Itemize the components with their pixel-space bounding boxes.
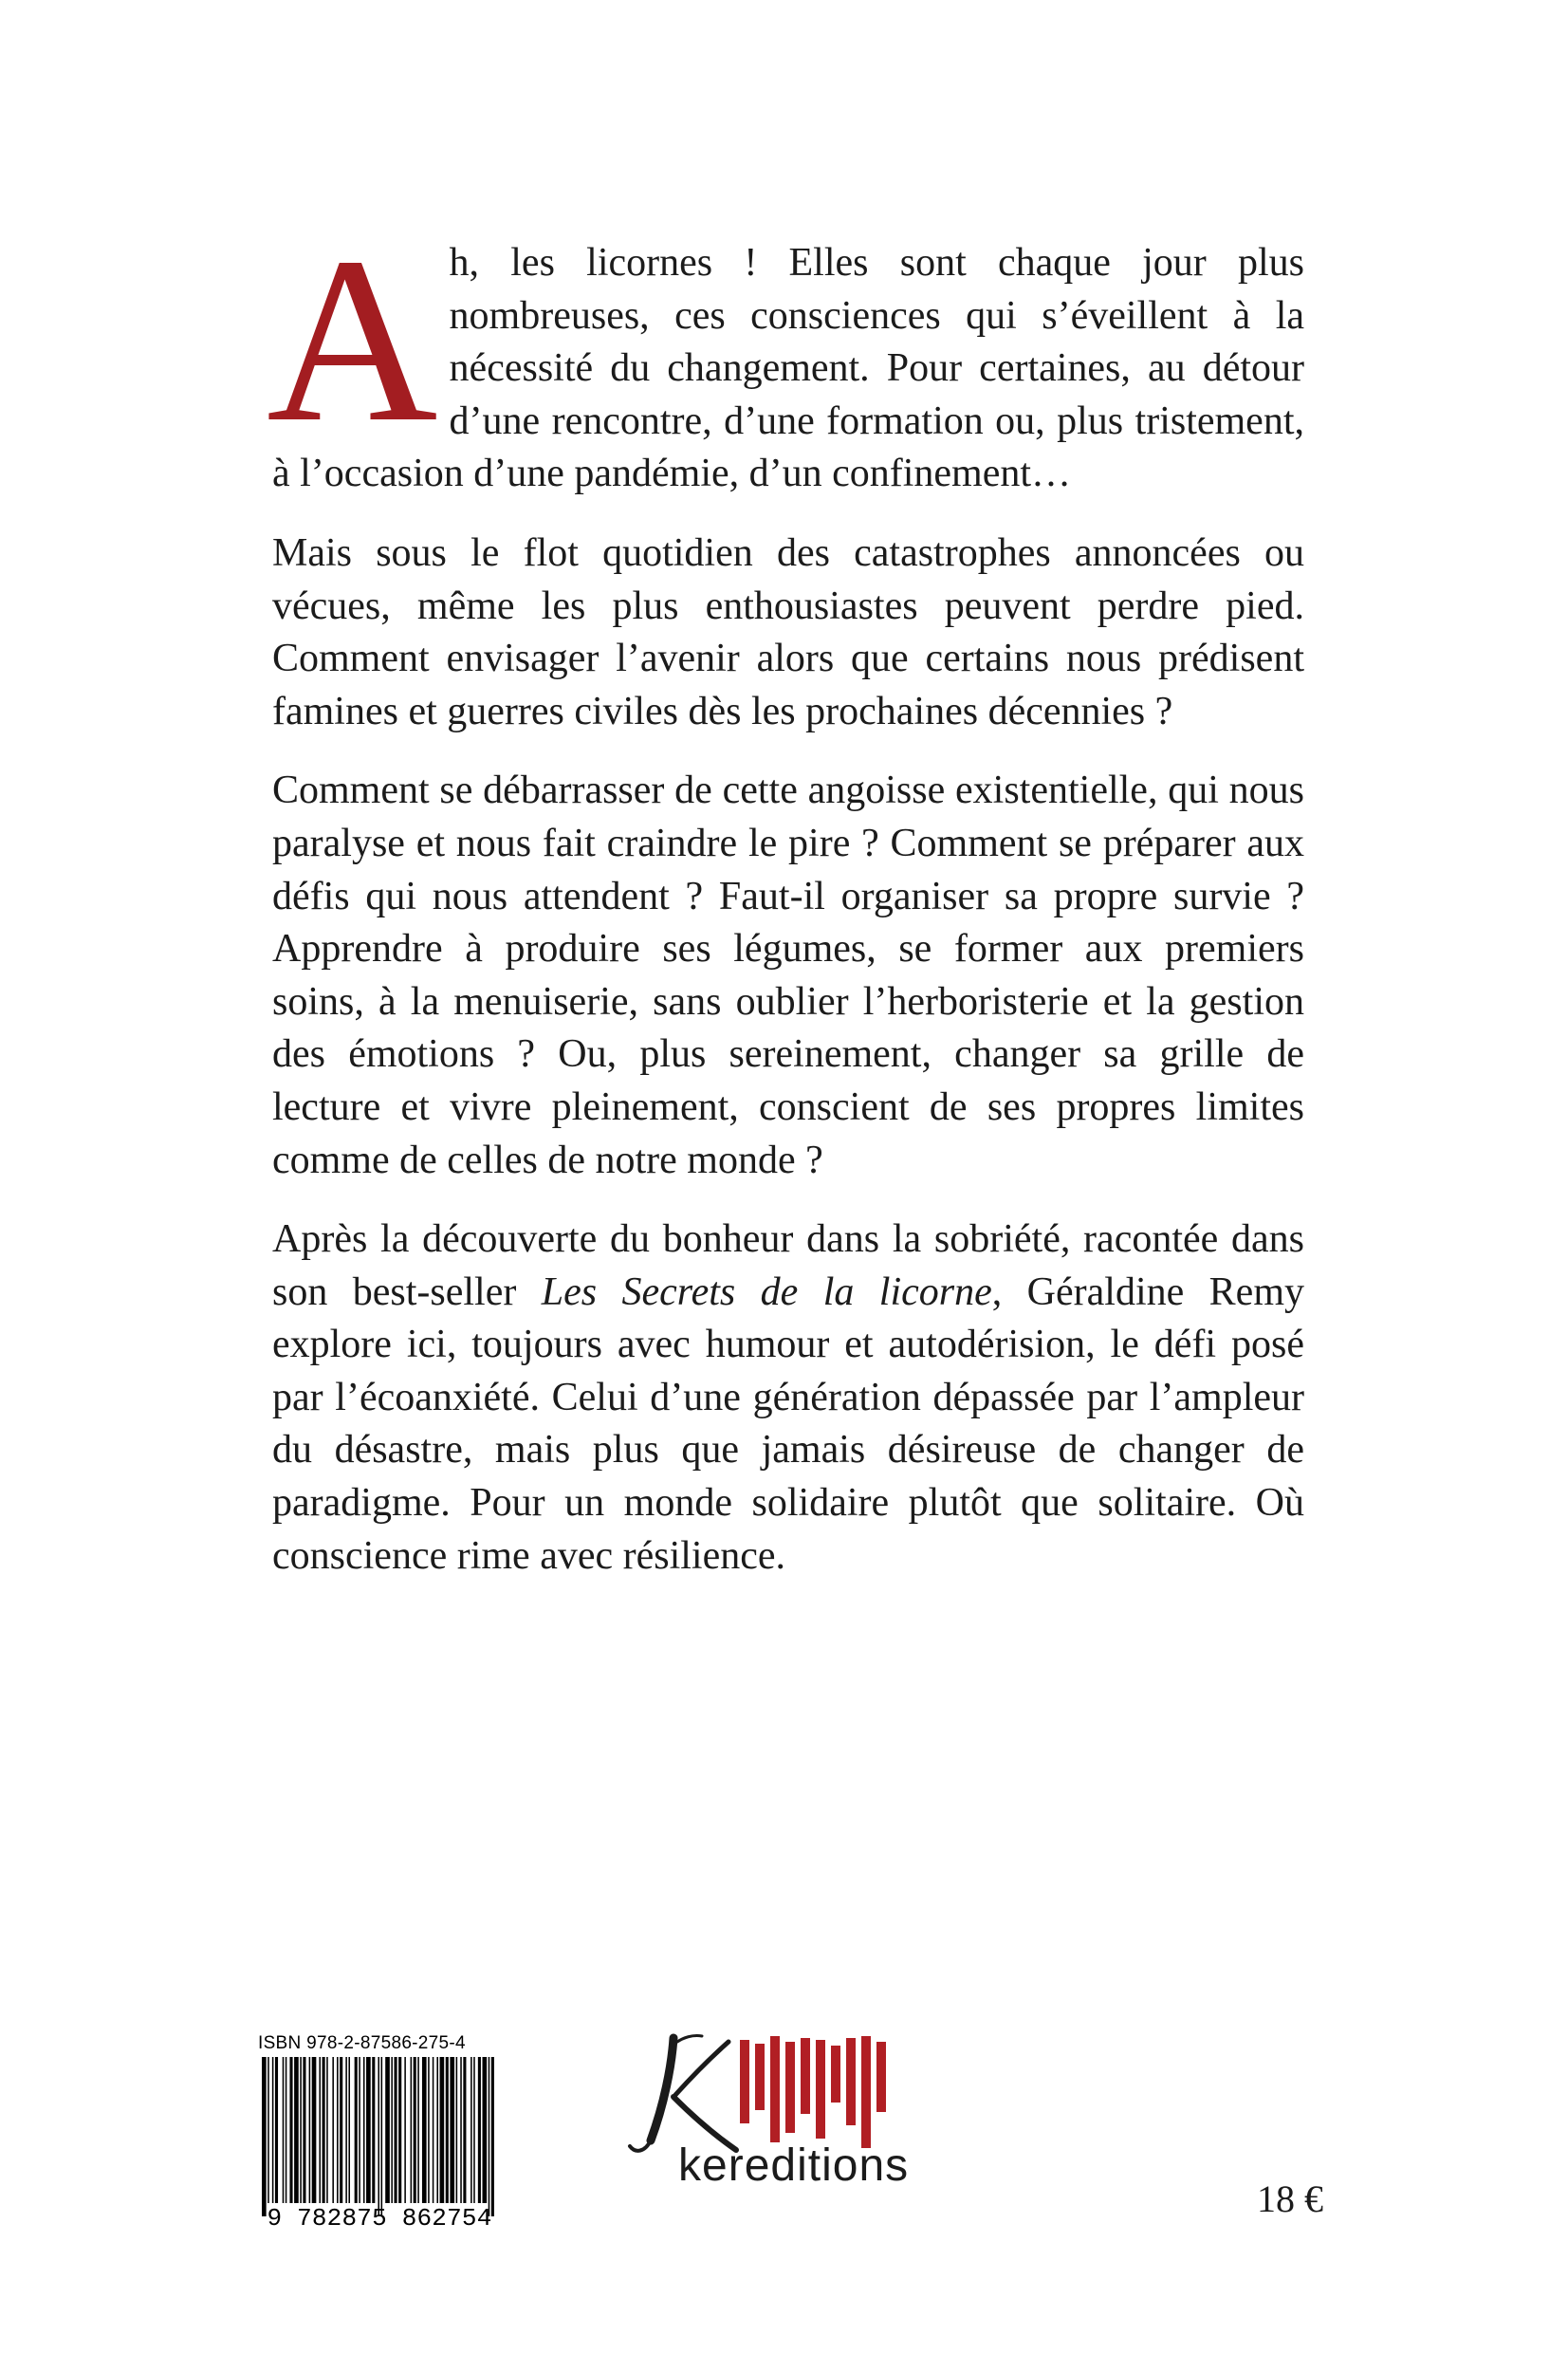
barcode-bar	[450, 2057, 454, 2203]
logo-bar	[785, 2042, 795, 2133]
barcode-bar	[326, 2057, 328, 2203]
barcode-bar	[355, 2057, 358, 2203]
barcode-bar	[463, 2057, 466, 2203]
barcode-bar	[337, 2057, 339, 2203]
blurb-paragraph-4	[272, 1214, 1304, 1583]
logo-bar	[770, 2036, 780, 2142]
barcode-bar	[428, 2057, 430, 2203]
barcode-bar	[289, 2057, 292, 2203]
price-label: 18 €	[1257, 2177, 1323, 2220]
barcode-bar	[272, 2057, 274, 2203]
barcode-bar	[286, 2057, 287, 2203]
barcode-bar	[319, 2057, 321, 2203]
barcode-bar	[300, 2057, 302, 2203]
barcode-bar	[470, 2057, 472, 2203]
barcode-bar	[391, 2057, 393, 2203]
barcode-bar	[417, 2057, 419, 2203]
logo-bar	[816, 2040, 825, 2139]
barcode-bar	[422, 2057, 427, 2203]
logo-bar	[801, 2038, 810, 2114]
blurb-paragraph-4-start: Après la découverte du bonheur dans la sobriété, racontée dans son best-seller	[272, 1217, 1304, 1314]
barcode-digits: 9 782875 862754	[267, 2204, 492, 2233]
logo-bar	[831, 2046, 840, 2103]
blurb-paragraph-3: Comment se débarrasser de cette angoisse existentielle, qui nous paralyse et nous fait craindre le pire ? Comment se préparer aux défis qui nous attendent ? Faut-il organiser sa propre survie ? Apprendre à produire ses légumes, se former aux premiers soins, à la menuiserie, sans oublier l’herboristerie et la gestion des émotions ? Ou, plus sereinement, changer sa grille de lecture et vivre pleinement, conscient de ses propres limites comme de celles de notre monde ?	[272, 769, 1304, 1182]
publisher-name-prefix: ker	[678, 2140, 745, 2191]
barcode-bar	[483, 2057, 488, 2203]
blurb-paragraph-1	[267, 209, 1304, 501]
logo-bar	[861, 2036, 871, 2148]
barcode-bar	[262, 2057, 267, 2216]
barcode-bar	[332, 2057, 334, 2203]
barcode-bar	[366, 2057, 371, 2203]
barcode-bar	[340, 2057, 342, 2203]
logo-bar	[740, 2040, 749, 2123]
barcode-bar	[433, 2057, 434, 2203]
barcode-bar	[395, 2057, 397, 2203]
logo-red-bars	[740, 2036, 886, 2148]
barcode-bar	[348, 2057, 350, 2203]
book-title-reference: Les Secrets de la licorne	[541, 1269, 992, 1314]
barcode-bar	[398, 2057, 401, 2203]
barcode-bar	[309, 2057, 311, 2203]
blurb-paragraph-4-end: , Géraldine Remy explore ici, toujours avec humour et autodérision, le défi posé par l’écoanxiété. Celui d’une génération dépassée par l’ampleur du désastre, mais plus que jamais désireuse de changer de paradigme. Pour un monde solidaire plutôt que solitaire. Où conscience rime avec résilience.	[272, 1269, 1304, 1578]
back-cover-blurb	[267, 209, 1304, 1609]
barcode-bar	[363, 2057, 365, 2203]
logo-bar	[755, 2044, 765, 2110]
barcode-bar	[473, 2057, 475, 2203]
barcode-bar	[491, 2057, 494, 2216]
blurb-paragraph-2: Mais sous le flot quotidien des catastrophes annoncées ou vécues, même les plus enthousiastes peuvent perdre pied. Comment envisager l’avenir alors que certains nous prédisent famines et guerres civiles dès les prochaines décennies ?	[272, 530, 1304, 733]
barcode-bar	[385, 2057, 390, 2203]
drop-cap-letter: A	[267, 209, 438, 472]
logo-bar	[876, 2042, 886, 2112]
barcode-bar	[460, 2057, 462, 2203]
barcode-bar	[414, 2057, 416, 2203]
barcode-bar	[404, 2057, 406, 2203]
barcode-bar	[303, 2057, 305, 2203]
barcode-bar	[440, 2057, 445, 2203]
logo-bar	[846, 2038, 856, 2125]
barcode-bar	[489, 2057, 490, 2216]
barcode-bar	[381, 2057, 383, 2216]
publisher-name	[678, 2140, 909, 2192]
barcode-bar	[456, 2057, 458, 2203]
barcode-bar	[478, 2057, 481, 2203]
barcode-bar	[312, 2057, 317, 2203]
barcode-bar	[345, 2057, 347, 2203]
barcode-bar	[372, 2057, 375, 2203]
blurb-paragraph-1-text: h, les licornes ! Elles sont chaque jour plus nombreuses, ces consciences qui s’éveillent à la nécessité du changement. Pour certaines, au détour d’une rencontre, d’une formation ou, plus tristement, à l’occasion d’une pandémie, d’un confinement…	[272, 241, 1304, 496]
publisher-name-suffix: editions	[744, 2140, 910, 2191]
barcode-bar	[436, 2057, 438, 2203]
barcode-bar	[411, 2057, 413, 2203]
barcode-bar	[359, 2057, 360, 2203]
barcode-bar	[267, 2057, 269, 2203]
barcode-bar	[446, 2057, 449, 2203]
barcode-bar	[283, 2057, 285, 2203]
barcode-bar	[275, 2057, 278, 2203]
barcode-bar	[294, 2057, 299, 2203]
logo-k-mark	[630, 2035, 736, 2150]
isbn-label: ISBN 978-2-87586-275-4	[258, 2033, 466, 2053]
barcode-bar	[378, 2057, 379, 2216]
barcode-bar	[323, 2057, 325, 2203]
